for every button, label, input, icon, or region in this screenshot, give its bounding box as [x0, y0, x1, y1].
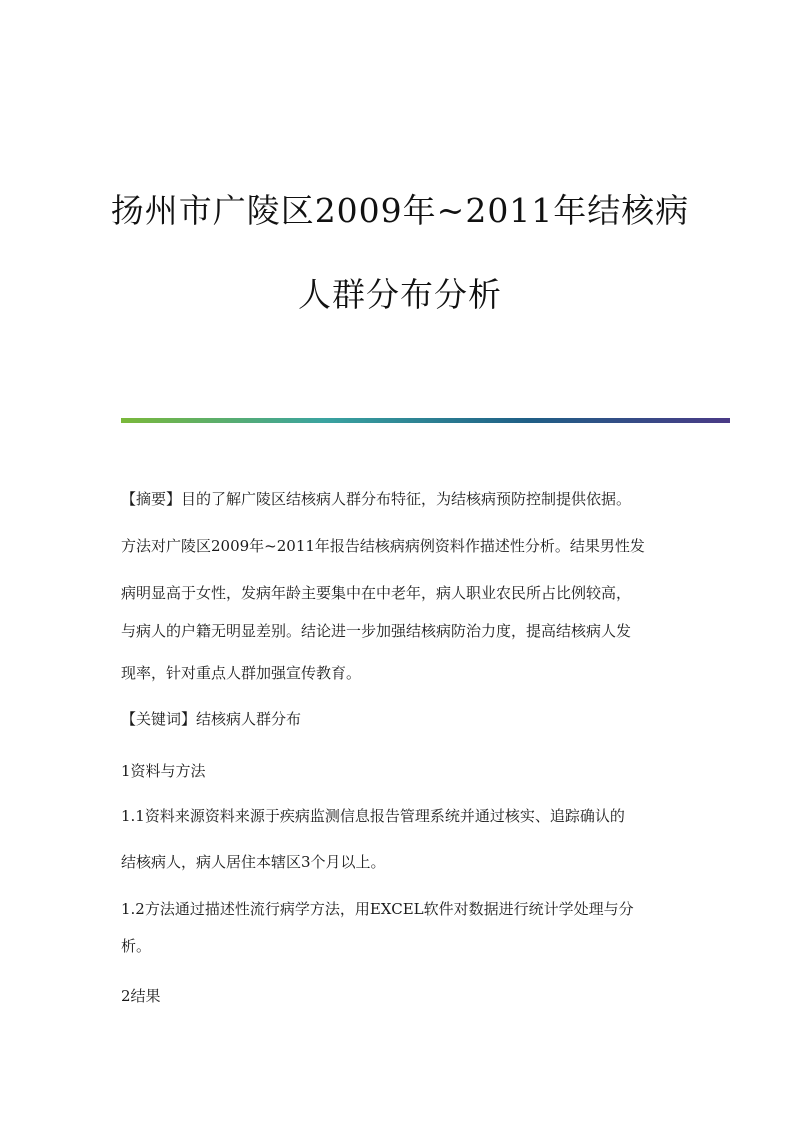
section-1-1-line-1: 1.1资料来源资料来源于疾病监测信息报告管理系统并通过核实、追踪确认的	[121, 807, 625, 825]
title-divider	[121, 418, 730, 423]
abstract-line-5: 现率，针对重点人群加强宣传教育。	[121, 664, 362, 682]
abstract-line-4: 与病人的户籍无明显差别。结论进一步加强结核病防治力度，提高结核病人发	[121, 622, 632, 640]
section-1-2-line-2: 析。	[121, 937, 152, 955]
section-1-1-line-2: 结核病人，病人居住本辖区3个月以上。	[121, 853, 386, 871]
document-title-line-2: 人群分布分析	[298, 275, 502, 314]
section-1-2-line-1: 1.2方法通过描述性流行病学方法，用EXCEL软件对数据进行统计学处理与分	[121, 900, 634, 918]
section-2-heading: 2结果	[121, 987, 161, 1005]
section-1-heading: 1资料与方法	[121, 762, 206, 780]
document-title-line-1: 扬州市广陵区2009年~2011年结核病	[110, 191, 690, 230]
abstract-line-2: 方法对广陵区2009年~2011年报告结核病病例资料作描述性分析。结果男性发	[121, 537, 645, 555]
abstract-line-3: 病明显高于女性，发病年龄主要集中在中老年，病人职业农民所占比例较高，	[121, 584, 632, 602]
abstract-line-1: 【摘要】目的了解广陵区结核病人群分布特征，为结核病预防控制提供依据。	[121, 490, 632, 508]
keywords: 【关键词】结核病人群分布	[121, 710, 302, 728]
